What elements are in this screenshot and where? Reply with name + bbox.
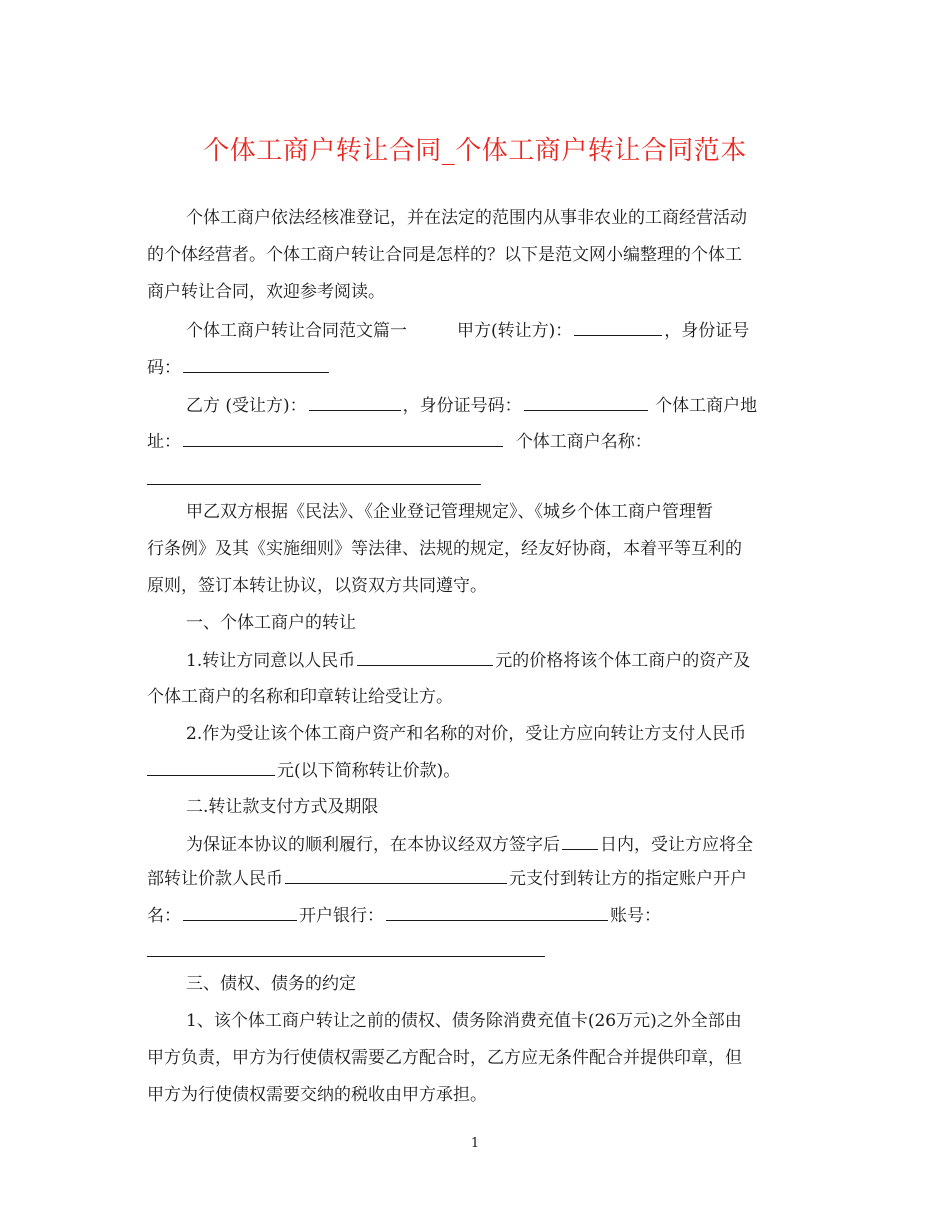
account-number-label: 账号：: [610, 906, 661, 926]
shop-address-label: 个体工商户地: [655, 396, 758, 416]
shop-address-line: [147, 429, 652, 454]
payment-blank: [285, 866, 507, 884]
p1-text-b: 日内，受让方应将全: [600, 835, 753, 855]
party-b-line: [186, 393, 757, 418]
preamble-line-3: 原则，签订本转让协议，以资双方共同遵守。: [147, 576, 487, 596]
account-name-label: 名：: [147, 906, 181, 926]
party-b-blank: [309, 393, 401, 411]
party-a-blank: [574, 318, 662, 336]
p2-text-b: 元支付到转让方的指定账户开户: [509, 869, 747, 889]
section-3-line-2: 甲方负责，甲方为行使债权需要乙方配合时，乙方应无条件配合并提供印章，但: [147, 1048, 742, 1068]
preamble-line-2: 行条例》及其《实施细则》等法律、法规的规定，经友好协商，本着平等互利的: [147, 539, 742, 559]
bank-label: 开户银行：: [299, 906, 384, 926]
shop-name-label: 个体工商户名称：: [515, 432, 652, 452]
item-1-text-a: 1.转让方同意以人民币: [186, 651, 356, 671]
section-1-item-1: [186, 648, 750, 673]
p2-text-a: 部转让价款人民币: [147, 869, 283, 889]
section-3-heading: 三、债权、债务的约定: [186, 974, 356, 994]
section-1-item-2: 2.作为受让该个体工商户资产和名称的对价，受让方应向转让方支付人民币: [186, 724, 747, 744]
section-2-p2: [147, 866, 747, 891]
section-1-heading: 一、个体工商户的转让: [186, 613, 356, 633]
item-1-text-b: 元的价格将该个体工商户的资产及: [495, 651, 751, 671]
section-1-item-2-cont: [147, 758, 460, 783]
party-a-id-cont: 码：: [147, 358, 181, 378]
section-2-p1: [186, 832, 753, 857]
section-2-heading: 二.转让款支付方式及期限: [186, 797, 379, 817]
shop-name-blank: [147, 484, 481, 485]
account-number-blank: [147, 956, 545, 957]
item-2-text-b: 元(以下简称转让价款)。: [277, 761, 461, 781]
account-name-blank: [183, 903, 297, 921]
p1-text-a: 为保证本协议的顺利履行，在本协议经双方签字后: [186, 835, 560, 855]
party-a-id-blank: [183, 355, 329, 373]
document-title: 个体工商户转让合同_个体工商户转让合同范本: [203, 136, 747, 166]
party-b-id-blank: [524, 393, 648, 411]
party-a-label: 甲方(转让方)：: [457, 321, 573, 341]
party-a-id-label: ，身份证号: [664, 321, 750, 341]
party-b-id-label: ，身份证号码：: [402, 396, 522, 416]
intro-line-2: 的个体经营者。个体工商户转让合同是怎样的？以下是范文网小编整理的个体工: [147, 245, 742, 265]
page-number: 1: [470, 1136, 480, 1151]
section-3-line-1: 1、该个体工商户转让之前的债权、债务除消费充值卡(26万元)之外全部由: [186, 1011, 742, 1031]
contract-sample-lead: 个体工商户转让合同范文篇一: [186, 321, 407, 341]
bank-blank: [386, 903, 608, 921]
intro-line-1: 个体工商户依法经核准登记，并在法定的范围内从事非农业的工商经营活动: [186, 208, 747, 228]
party-a-id-line: [147, 355, 331, 380]
intro-line-3: 商户转让合同，欢迎参考阅读。: [147, 282, 385, 302]
party-a-line: [186, 318, 749, 343]
section-2-p3: [147, 903, 661, 928]
party-b-label: 乙方 (受让方)：: [186, 396, 307, 416]
days-blank: [562, 832, 598, 850]
consideration-blank: [147, 758, 275, 776]
shop-address-cont: 址：: [147, 432, 181, 452]
preamble-line-1: 甲乙双方根据《民法》、《企业登记管理规定》、《城乡个体工商户管理暂: [186, 502, 713, 522]
section-1-item-1-cont: 个体工商户的名称和印章转让给受让方。: [147, 687, 453, 707]
section-3-line-3: 甲方为行使债权需要交纳的税收由甲方承担。: [147, 1085, 487, 1105]
price-blank: [357, 648, 493, 666]
shop-address-blank: [183, 429, 503, 447]
